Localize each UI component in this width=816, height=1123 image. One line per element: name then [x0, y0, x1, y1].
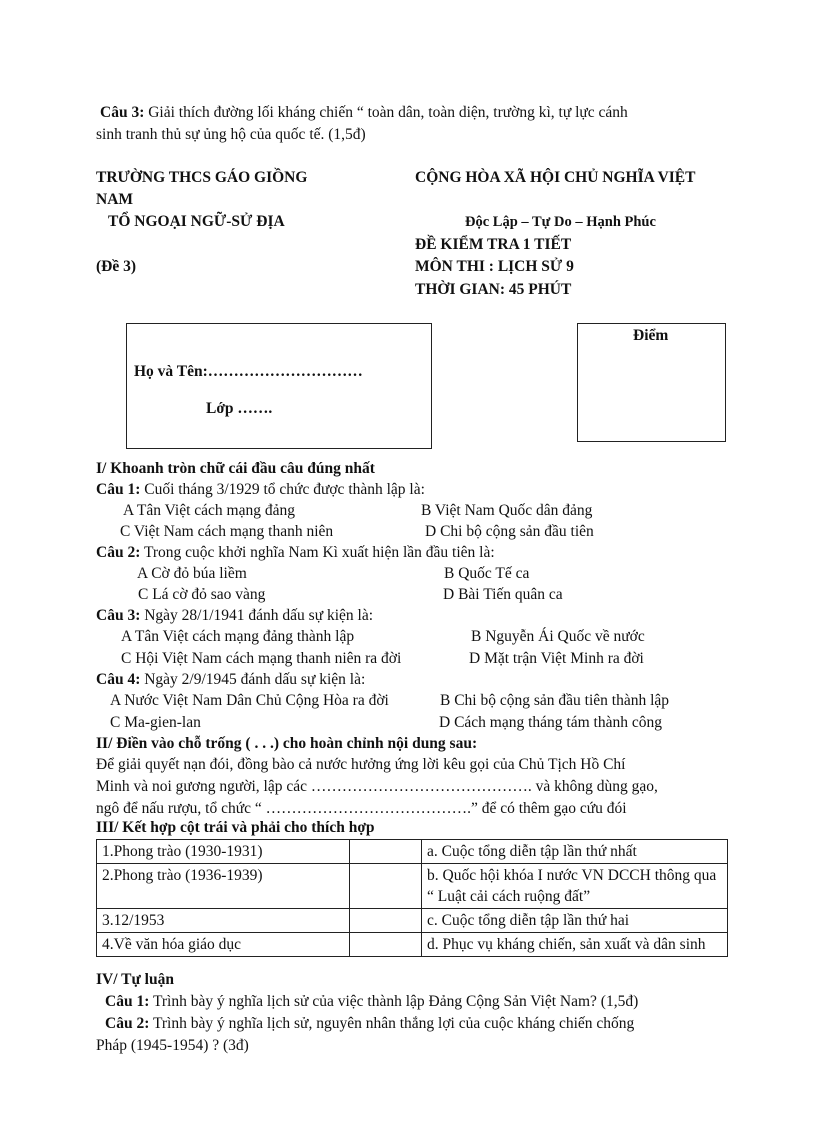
table-row [97, 933, 728, 957]
q1-option-b[interactable]: B Việt Nam Quốc dân đảng [421, 502, 593, 519]
left-cell: 1.Phong trào (1930-1931) [97, 840, 350, 864]
question-label: Câu 2: [96, 544, 141, 561]
student-info-box [126, 323, 432, 449]
student-name-field[interactable]: Họ và Tên:………………………… [134, 363, 363, 380]
q3-option-b[interactable]: B Nguyễn Ái Quốc về nước [471, 628, 645, 645]
q3-option-d[interactable]: D Mặt trận Việt Minh ra đời [469, 650, 644, 667]
score-label: Điểm [633, 327, 669, 344]
question-text: Ngày 2/9/1945 đánh dấu sự kiện là: [140, 671, 366, 688]
department: TỔ NGOẠI NGỮ-SỬ ĐỊA [108, 213, 285, 230]
right-cell: c. Cuộc tổng diễn tập lần thứ hai [422, 909, 728, 933]
question-text: Cuối tháng 3/1929 tổ chức được thành lập là: [140, 481, 425, 498]
left-cell: 3.12/1953 [97, 909, 350, 933]
q4-option-a[interactable]: A Nước Việt Nam Dân Chủ Cộng Hòa ra đời [110, 692, 389, 709]
q1-option-d[interactable]: D Chi bộ cộng sản đầu tiên [425, 523, 594, 540]
motto: Độc Lập – Tự Do – Hạnh Phúc [465, 214, 656, 230]
school-name-cont: NAM [96, 191, 134, 208]
answer-cell[interactable] [350, 840, 422, 864]
score-box [577, 323, 726, 442]
essay-question-2 [105, 1015, 634, 1033]
table-row [97, 864, 728, 909]
top-question-text: Giải thích đường lối kháng chiến “ toàn dân, toàn diện, trường kì, tự lực cánh [144, 104, 628, 121]
q3-option-c[interactable]: C Hội Việt Nam cách mạng thanh niên ra đời [121, 650, 402, 667]
answer-cell[interactable] [350, 864, 422, 909]
republic-title: CỘNG HÒA XÃ HỘI CHỦ NGHĨA VIỆT [415, 169, 696, 186]
section1-title: I/ Khoanh tròn chữ cái đầu câu đúng nhất [96, 460, 375, 477]
question-3 [96, 607, 373, 625]
question-text: Trong cuộc khởi nghĩa Nam Kì xuất hiện lần đầu tiên là: [140, 544, 495, 561]
q2-option-d[interactable]: D Bài Tiến quân ca [443, 586, 563, 603]
question-label: Câu 4: [96, 671, 141, 688]
question-2 [96, 544, 495, 562]
q1-option-c[interactable]: C Việt Nam cách mạng thanh niên [120, 523, 334, 540]
q4-option-c[interactable]: C Ma-gien-lan [110, 714, 201, 731]
q4-option-b[interactable]: B Chi bộ cộng sản đầu tiên thành lập [440, 692, 670, 709]
right-cell: d. Phục vụ kháng chiến, sản xuất và dân sinh [422, 933, 728, 957]
school-name: TRƯỜNG THCS GÁO GIỒNG [96, 169, 308, 186]
q4-option-d[interactable]: D Cách mạng tháng tám thành công [439, 714, 662, 731]
fill-blank-line3[interactable]: ngô để nấu rượu, tổ chức “ ………………………………….” để có thêm gạo cứu đói [96, 800, 627, 817]
exam-title: ĐỀ KIỂM TRA 1 TIẾT [415, 236, 572, 253]
section3-title: III/ Kết hợp cột trái và phải cho thích hợp [96, 819, 375, 836]
question-label: Câu 2: [105, 1015, 150, 1032]
answer-cell[interactable] [350, 933, 422, 957]
q2-option-b[interactable]: B Quốc Tế ca [444, 565, 530, 582]
q1-option-a[interactable]: A Tân Việt cách mạng đảng [123, 502, 295, 519]
q2-option-c[interactable]: C Lá cờ đỏ sao vàng [138, 586, 266, 603]
question-label: Câu 1: [96, 481, 141, 498]
top-question-line1 [100, 104, 628, 122]
essay-question-2-cont: Pháp (1945-1954) ? (3đ) [96, 1037, 249, 1054]
question-4 [96, 671, 365, 689]
question-1 [96, 481, 425, 499]
matching-table [96, 839, 728, 957]
table-row [97, 840, 728, 864]
question-label: Câu 1: [105, 993, 150, 1010]
question-label: Câu 3: [96, 607, 141, 624]
top-question-line2: sinh tranh thủ sự ủng hộ của quốc tế. (1,5đ) [96, 126, 366, 143]
question-text: Ngày 28/1/1941 đánh dấu sự kiện là: [140, 607, 374, 624]
subject: MÔN THI : LỊCH SỬ 9 [415, 258, 574, 275]
question-text: Trình bày ý nghĩa lịch sử của việc thành lập Đảng Cộng Sản Việt Nam? (1,5đ) [149, 993, 639, 1010]
fill-blank-line1: Để giải quyết nạn đói, đồng bào cả nước hưởng ứng lời kêu gọi của Chủ Tịch Hồ Chí [96, 756, 626, 773]
exam-code: (Đề 3) [96, 258, 137, 275]
right-cell: a. Cuộc tổng diễn tập lần thứ nhất [422, 840, 728, 864]
top-question-label: Câu 3: [100, 104, 145, 121]
section4-title: IV/ Tự luận [96, 971, 174, 988]
left-cell: 2.Phong trào (1936-1939) [97, 864, 350, 909]
q3-option-a[interactable]: A Tân Việt cách mạng đảng thành lập [121, 628, 355, 645]
q2-option-a[interactable]: A Cờ đỏ búa liềm [137, 565, 247, 582]
essay-question-1 [105, 993, 638, 1011]
duration: THỜI GIAN: 45 PHÚT [415, 281, 572, 298]
table-row [97, 909, 728, 933]
left-cell: 4.Về văn hóa giáo dục [97, 933, 350, 957]
section2-title: II/ Điền vào chỗ trống ( . . .) cho hoàn chỉnh nội dung sau: [96, 735, 478, 752]
question-text: Trình bày ý nghĩa lịch sử, nguyên nhân thắng lợi của cuộc kháng chiến chống [149, 1015, 635, 1032]
right-cell: b. Quốc hội khóa I nước VN DCCH thông qua “ Luật cải cách ruộng đất” [422, 864, 728, 909]
answer-cell[interactable] [350, 909, 422, 933]
student-class-field[interactable]: Lớp ……. [206, 400, 273, 417]
fill-blank-line2[interactable]: Minh và noi gương người, lập các ……………………………………. và không dùng gạo, [96, 778, 658, 795]
